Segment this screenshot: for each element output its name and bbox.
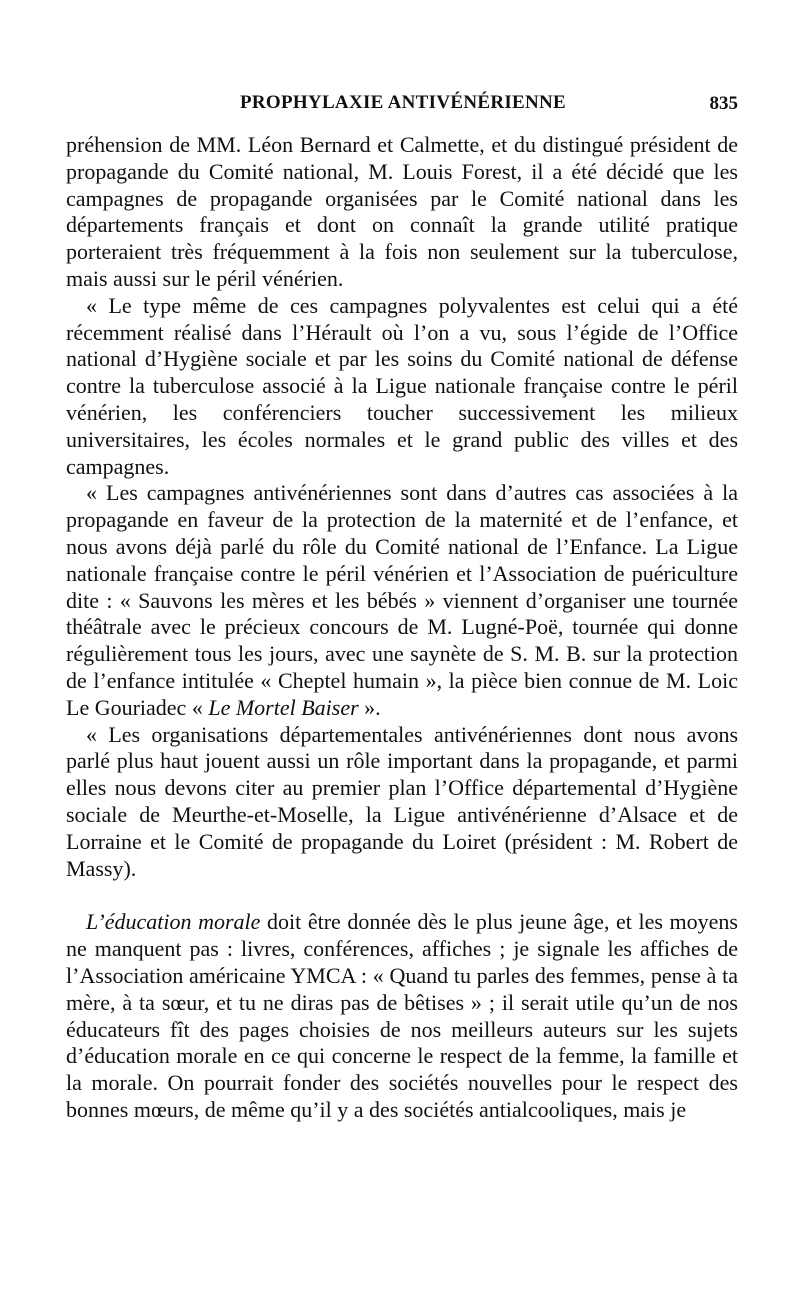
section-lead-term: L’éducation morale (86, 909, 261, 935)
paragraph-continuation: préhension de MM. Léon Bernard et Calmette, et du distingué président de propagande du Comité national, M. Louis Forest, il a été décidé que les campagnes de propagande organisées par le Comité national dans les départements français et dont on connaît la grande utilité pratique porteraient très fréquemment à la fois non seulement sur la tuberculose, mais aussi sur le péril vénérien. (66, 132, 738, 291)
running-head (66, 92, 740, 120)
play-title: Le Mortel Baiser (208, 694, 359, 720)
page-number: 835 (709, 93, 738, 114)
paragraph-text: ». (358, 694, 381, 720)
paragraph-education-morale (66, 909, 738, 1123)
paragraph-quote-campagnes-antiveneriennes (66, 480, 738, 721)
paragraph-text: doit être donnée dès le plus jeune âge, et les moyens ne manquent pas : livres, conférences, affiches ; je signale les affiches de l’Association américaine YMCA : « Quand tu parles des femmes, pense à ta mère, à ta sœur, et tu ne diras pas de bêtises » ; il serait utile qu’un de nos éducateurs fît des pages choisies de nos meilleurs auteurs sur les sujets d’éducation morale en ce qui concerne le respect de la femme, la famille et la morale. On pourrait fonder des sociétés nouvelles pour le respect des bonnes mœurs, de même qu’il y a des sociétés antialcooliques, mais je (66, 909, 738, 1122)
running-title: PROPHYLAXIE ANTIVÉNÉRIENNE (239, 92, 567, 113)
body-text (66, 132, 738, 1124)
paragraph-quote-campagnes-polyvalentes: « Le type même de ces campagnes polyvalentes est celui qui a été récemment réalisé dans l’Hérault où l’on a vu, sous l’égide de l’Office national d’Hygiène sociale et par les soins du Comité national de défense contre la tuberculose associé à la Ligue nationale française contre le péril vénérien, les conférenciers toucher successivement les milieux universitaires, les écoles normales et le grand public des villes et des campagnes. (66, 292, 738, 479)
paragraph-quote-organisations-departementales: « Les organisations départementales antivénériennes dont nous avons parlé plus haut jouent aussi un rôle important dans la propagande, et parmi elles nous devons citer au premier plan l’Office départemental d’Hygiène sociale de Meurthe-et-Moselle, la Ligue antivénérienne d’Alsace et de Lorraine et le Comité de propagande du Loiret (président : M. Robert de Massy). (66, 721, 738, 881)
paragraph-text: « Les campagnes antivénériennes sont dans d’autres cas associées à la propagande en faveur de la protection de la maternité et de l’enfance, et nous avons déjà parlé du rôle du Comité national de l’Enfance. La Ligue nationale française contre le péril vénérien et l’Association de puériculture dite : « Sauvons les mères et les bébés » viennent d’organiser une tournée théâtrale avec le précieux concours de M. Lugné-Poë, tournée qui donne régulièrement tous les jours, avec une saynète de S. M. B. sur la protection de l’enfance intitulée « Cheptel humain », la pièce bien connue de M. Loic Le Gouriadec « (66, 480, 738, 720)
